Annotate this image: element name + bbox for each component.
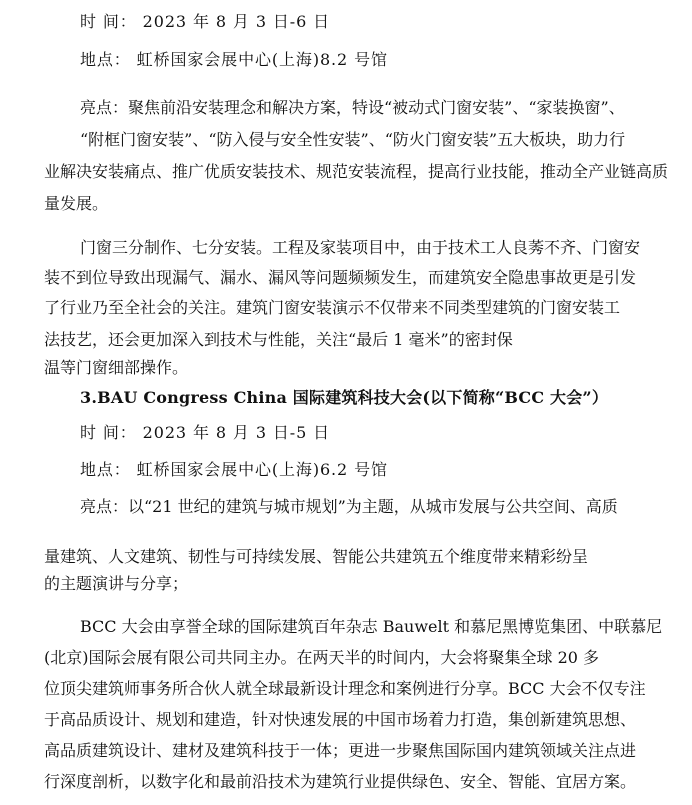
event-time: 时 间： 2023 年 8 月 3 日-6 日: [80, 12, 331, 31]
event-time: 时 间： 2023 年 8 月 3 日-5 日: [80, 423, 331, 442]
highlight-line: “附框门窗安装”、“防入侵与安全性安装”、“防火门窗安装”五大板块，助力行: [80, 130, 626, 149]
body-line: 位顶尖建筑师事务所合伙人就全球最新设计理念和案例进行分享。BCC 大会不仅专注: [44, 679, 646, 698]
body-line: 于高品质设计、规划和建造，针对快速发展的中国市场着力打造，集创新建筑思想、: [44, 710, 637, 729]
body-line: 装不到位导致出现漏气、漏水、漏风等问题频频发生，而建筑安全隐患事故更是引发: [44, 268, 637, 287]
highlight-line: 的主题演讲与分享；: [44, 574, 189, 593]
body-line: (北京)国际会展有限公司共同主办。在两天半的时间内，大会将聚集全球 20 多: [44, 648, 600, 667]
highlight-line: 亮点：以“21 世纪的建筑与城市规划”为主题，从城市发展与公共空间、高质: [80, 497, 618, 516]
event-location: 地点： 虹桥国家会展中心(上海)8.2 号馆: [80, 50, 388, 69]
body-line: 行深度剖析，以数字化和最前沿技术为建筑行业提供绿色、安全、智能、宜居方案。: [44, 772, 637, 791]
highlight-line: 量发展。: [44, 194, 109, 213]
event-location: 地点： 虹桥国家会展中心(上海)6.2 号馆: [80, 460, 388, 479]
body-line: BCC 大会由享誉全球的国际建筑百年杂志 Bauwelt 和慕尼黑博览集团、中联慕尼: [80, 617, 663, 636]
highlight-line: 亮点：聚焦前沿安装理念和解决方案，特设“被动式门窗安装”、“家装换窗”、: [80, 98, 625, 117]
body-line: 法技艺，还会更加深入到技术与性能，关注“最后 1 毫米”的密封保: [44, 330, 513, 349]
body-line: 温等门窗细部操作。: [44, 358, 189, 377]
highlight-line: 量建筑、人文建筑、韧性与可持续发展、智能公共建筑五个维度带来精彩纷呈: [44, 547, 589, 566]
body-line: 高品质建筑设计、建材及建筑科技于一体；更进一步聚焦国际国内建筑领域关注点进: [44, 741, 637, 760]
body-line: 门窗三分制作、七分安装。工程及家装项目中，由于技术工人良莠不齐、门窗安: [80, 238, 641, 257]
body-line: 了行业乃至全社会的关注。建筑门窗安装演示不仅带来不同类型建筑的门窗安装工: [44, 298, 621, 317]
section-heading: 3.BAU Congress China 国际建筑科技大会(以下简称“BCC 大会”）: [80, 388, 609, 407]
highlight-line: 业解决安装痛点、推广优质安装技术、规范安装流程，提高行业技能，推动全产业链高质: [44, 162, 669, 181]
